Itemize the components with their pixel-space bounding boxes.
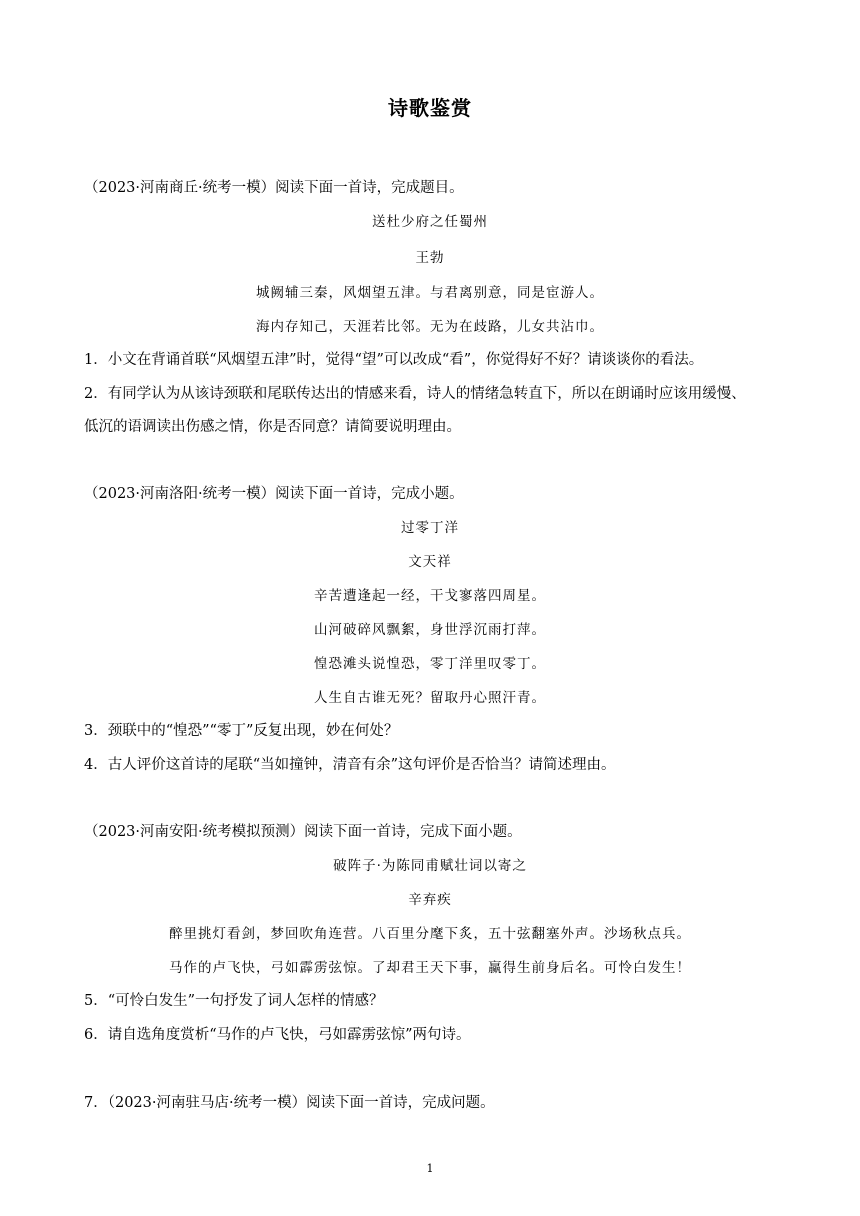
question-3: 3．颈联中的“惶恐”“零丁”反复出现，妙在何处？	[84, 723, 399, 739]
section-2-poem-line-1: 辛苦遭逢起一经，干戈寥落四周星。	[314, 588, 546, 604]
question-6: 6．请自选角度赏析“马作的卢飞快，弓如霹雳弦惊”两句诗。	[84, 1027, 471, 1043]
section-3-poem-title: 破阵子·为陈同甫赋壮词以寄之	[333, 858, 527, 874]
section-3-poem-line-1: 醉里挑灯看剑，梦回吹角连营。八百里分麾下炙，五十弦翻塞外声。沙场秋点兵。	[169, 926, 691, 942]
section-1-author: 王勃	[415, 250, 445, 266]
section-3-poem-line-2: 马作的卢飞快，弓如霹雳弦惊。了却君王天下事，赢得生前身后名。可怜白发生！	[169, 960, 691, 976]
section-2-intro: （2023·河南洛阳·统考一模）阅读下面一首诗，完成小题。	[84, 486, 464, 502]
section-4-intro: 7．（2023·河南驻马店·统考一模）阅读下面一首诗，完成问题。	[84, 1095, 495, 1111]
section-1-intro: （2023·河南商丘·统考一模）阅读下面一首诗，完成题目。	[84, 180, 464, 196]
section-1-poem-title: 送杜少府之任蜀州	[372, 214, 488, 230]
question-2-continued: 低沉的语调读出伤感之情，你是否同意？请简要说明理由。	[84, 419, 461, 435]
section-2-author: 文天祥	[408, 554, 452, 570]
section-2-poem-title: 过零丁洋	[401, 520, 459, 536]
question-4: 4．古人评价这首诗的尾联“当如撞钟，清音有余”这句评价是否恰当？请简述理由。	[84, 757, 616, 773]
question-2: 2．有同学认为从该诗颈联和尾联传达出的情感来看，诗人的情绪急转直下，所以在朗诵时应该用缓慢、	[84, 386, 746, 402]
page-number: 1	[426, 1162, 434, 1175]
section-2-poem-line-3: 惶恐滩头说惶恐，零丁洋里叹零丁。	[314, 656, 546, 672]
section-2-poem-line-2: 山河破碎风飘絮，身世浮沉雨打萍。	[314, 622, 546, 638]
question-5: 5．“可怜白发生”一句抒发了词人怎样的情感？	[84, 993, 384, 1009]
section-3-author: 辛弃疾	[408, 892, 452, 908]
section-1-poem-line-1: 城阙辅三秦，风烟望五津。与君离别意，同是宦游人。	[256, 285, 604, 301]
page-title: 诗歌鉴赏	[388, 96, 472, 120]
section-1-poem-line-2: 海内存知己，天涯若比邻。无为在歧路，儿女共沾巾。	[256, 319, 604, 335]
section-3-intro: （2023·河南安阳·统考模拟预测）阅读下面一首诗，完成下面小题。	[84, 824, 522, 840]
section-2-poem-line-4: 人生自古谁无死？留取丹心照汗青。	[314, 690, 546, 706]
question-1: 1．小文在背诵首联“风烟望五津”时，觉得“望”可以改成“看”，你觉得好不好？请谈谈你的看法。	[84, 352, 704, 368]
